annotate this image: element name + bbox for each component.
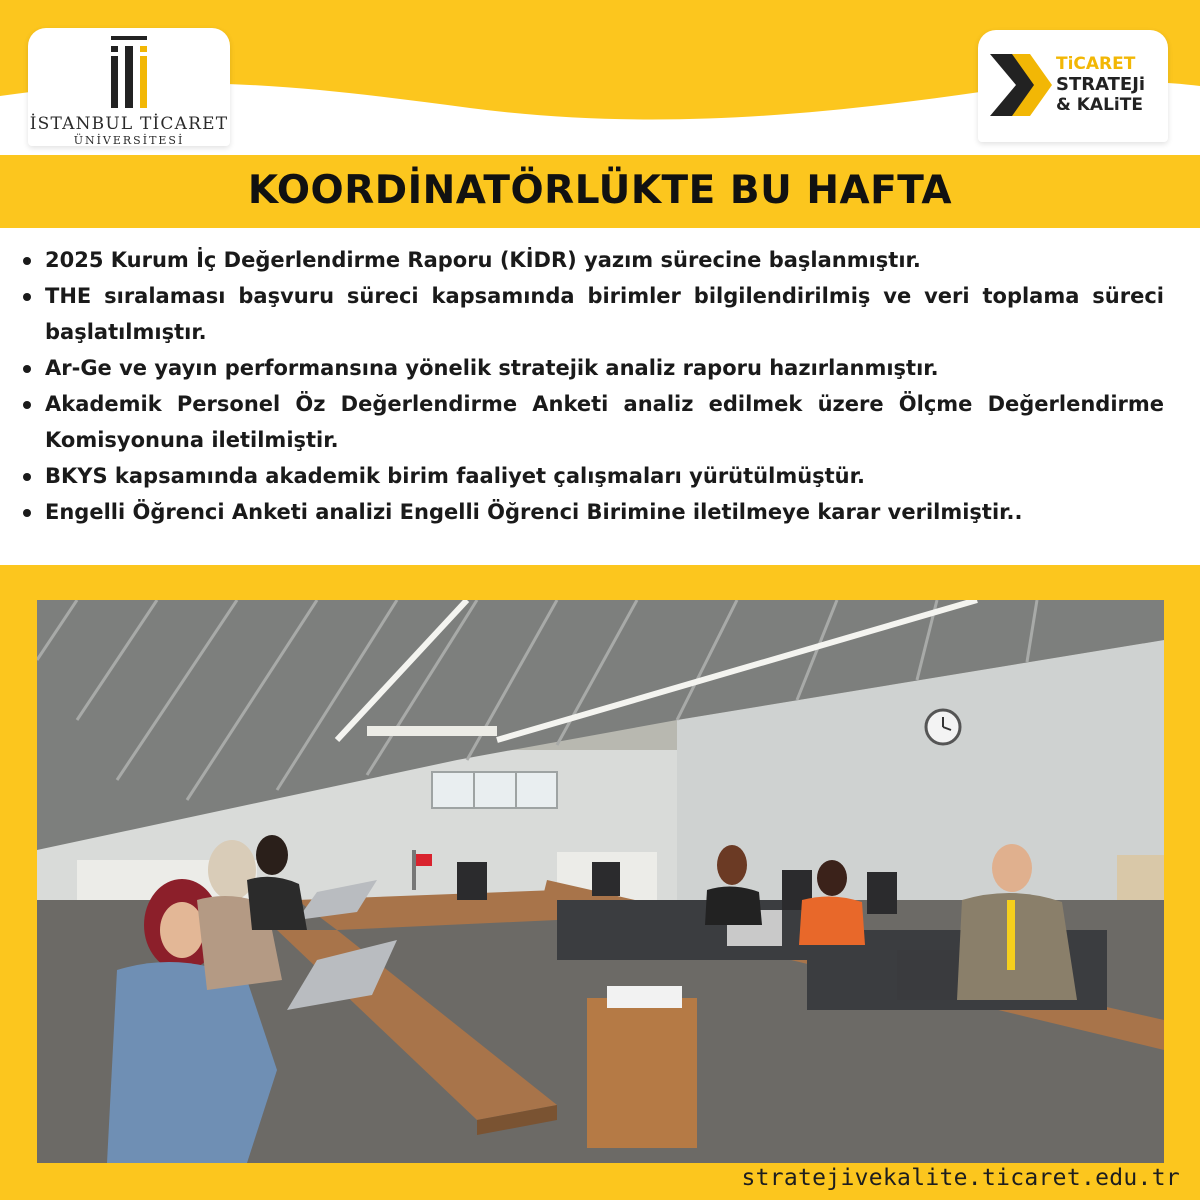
logo-line-1: TiCARET [1056, 54, 1136, 74]
title-banner [0, 155, 1200, 228]
list-item-text: Akademik Personel Öz Değerlendirme Anketi analiz edilmek üzere Ölçme Değerlendirme Komisyonuna iletilmiştir. [45, 392, 1164, 452]
itu-pillars-icon [111, 36, 147, 108]
list-item-text: Engelli Öğrenci Anketi analizi Engelli Öğrenci Birimine iletilmeye karar verilmiştir.. [45, 500, 1023, 524]
list-item [22, 458, 1164, 494]
meeting-photo-illustration [37, 600, 1164, 1163]
activity-list [22, 242, 1164, 530]
bullet-icon [23, 365, 31, 373]
bullet-icon [23, 509, 31, 517]
list-item-text: Ar-Ge ve yayın performansına yönelik stratejik analiz raporu hazırlanmıştır. [45, 356, 939, 380]
logo-line-3: & KALiTE [1056, 95, 1143, 115]
strateji-kalite-chevron-icon [990, 54, 1052, 116]
bullet-icon [23, 257, 31, 265]
page-title: KOORDİNATÖRLÜKTE BU HAFTA [247, 168, 953, 213]
list-item-text: 2025 Kurum İç Değerlendirme Raporu (KİDR) yazım sürecine başlanmıştır. [45, 248, 921, 272]
list-item-text: THE sıralaması başvuru süreci kapsamında birimler bilgilendirilmiş ve veri toplama süreci başlatılmıştır. [45, 284, 1164, 344]
list-item-text: BKYS kapsamında akademik birim faaliyet çalışmaları yürütülmüştür. [45, 464, 865, 488]
meeting-room-photo [37, 600, 1164, 1163]
list-item [22, 386, 1164, 458]
logo-line-2: ÜNİVERSİTESİ [73, 134, 185, 147]
logo-line-1: İSTANBUL TİCARET [29, 114, 229, 134]
strateji-kalite-logo [978, 30, 1168, 142]
list-item [22, 242, 1164, 278]
bullet-icon [23, 293, 31, 301]
istanbul-ticaret-logo [28, 28, 230, 146]
list-item [22, 350, 1164, 386]
logo-line-2: STRATEJi [1056, 74, 1146, 95]
bullet-icon [23, 473, 31, 481]
website-url: stratejivekalite.ticaret.edu.tr [741, 1165, 1180, 1191]
bullet-icon [23, 401, 31, 409]
list-item [22, 494, 1164, 530]
list-item [22, 278, 1164, 350]
